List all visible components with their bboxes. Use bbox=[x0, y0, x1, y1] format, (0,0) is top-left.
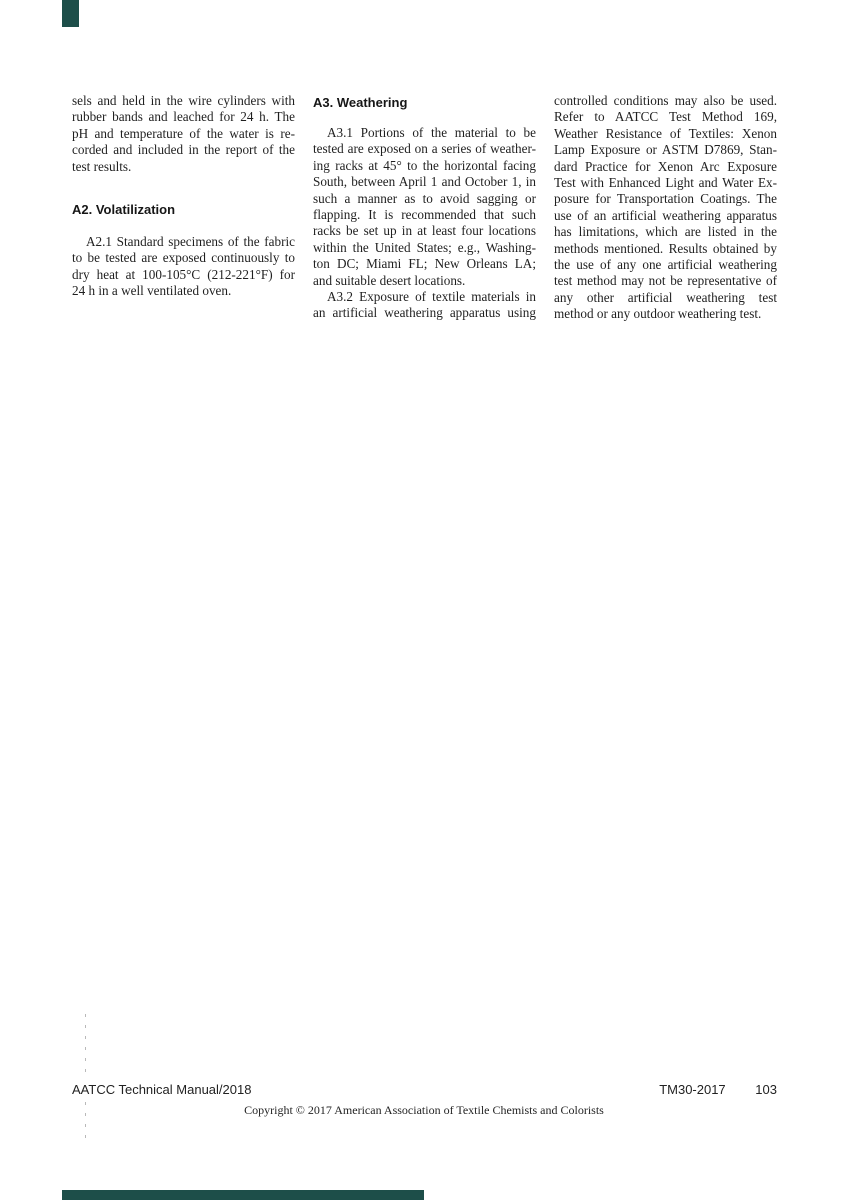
text-line: ing racks at 45° to the horizontal facing bbox=[313, 157, 536, 173]
text-line: controlled conditions may also be used. bbox=[554, 93, 777, 108]
footer-page-number: 103 bbox=[755, 1082, 777, 1097]
fold-dash-line-upper bbox=[85, 1014, 86, 1080]
text-line: pH and temperature of the water is re- bbox=[72, 125, 295, 141]
text-line: A2.1 Standard specimens of the fabric bbox=[86, 234, 295, 250]
text-line: has limitations, which are listed in the bbox=[554, 224, 777, 240]
text-line: Test with Enhanced Light and Water Ex- bbox=[554, 175, 777, 191]
text-line: ton DC; Miami FL; New Orleans LA; bbox=[313, 256, 536, 272]
footer-right-group bbox=[659, 1082, 777, 1097]
text-line: Weather Resistance of Textiles: Xenon bbox=[554, 125, 777, 141]
text-line: to be tested are exposed continuously to bbox=[72, 250, 295, 266]
column-middle bbox=[313, 93, 536, 323]
text-line: flapping. It is recommended that such bbox=[313, 207, 536, 223]
text-line: corded and included in the report of the bbox=[72, 142, 295, 158]
text-line: 24 h in a well ventilated oven. bbox=[72, 283, 232, 299]
text-line: rubber bands and leached for 24 h. The bbox=[72, 109, 295, 125]
text-line: within the United States; e.g., Washing- bbox=[313, 239, 536, 255]
text-line: use of an artificial weathering apparatus bbox=[554, 207, 777, 223]
text-line: tested are exposed on a series of weather- bbox=[313, 141, 536, 157]
paragraph bbox=[313, 125, 536, 289]
text-line: the use of any one artificial weathering bbox=[554, 257, 777, 273]
text-line: posure for Transportation Coatings. The bbox=[554, 191, 777, 207]
text-line: A3.1 Portions of the material to be bbox=[327, 125, 536, 140]
text-line: and suitable desert locations. bbox=[313, 272, 466, 288]
copyright-line: Copyright © 2017 American Association of Textile Chemists and Colorists bbox=[244, 1103, 604, 1117]
column-left bbox=[72, 93, 295, 323]
footer-manual-title: AATCC Technical Manual/2018 bbox=[72, 1082, 252, 1097]
text-line: an artificial weathering apparatus using bbox=[313, 305, 536, 321]
text-line: such a manner as to avoid sagging or bbox=[313, 190, 536, 206]
footer-method-number: TM30-2017 bbox=[659, 1082, 726, 1097]
text-line: test method may not be representative of bbox=[554, 273, 777, 289]
text-line: South, between April 1 and October 1, in bbox=[313, 174, 536, 190]
bottom-accent-bar bbox=[62, 1190, 424, 1200]
text-line: dry heat at 100-105°C (212-221°F) for bbox=[72, 266, 295, 282]
registration-mark-top bbox=[62, 0, 79, 27]
section-heading: A3. Weathering bbox=[313, 95, 408, 110]
paragraph bbox=[554, 93, 777, 323]
paragraph bbox=[313, 289, 536, 322]
footer bbox=[72, 1082, 777, 1097]
text-line: dard Practice for Xenon Arc Exposure bbox=[554, 158, 777, 174]
text-line: sels and held in the wire cylinders with bbox=[72, 93, 295, 108]
page-content bbox=[72, 93, 777, 323]
text-line: any other artificial weathering test bbox=[554, 289, 777, 305]
text-line: method or any outdoor weathering test. bbox=[554, 306, 762, 322]
paragraph bbox=[72, 234, 295, 300]
text-line: A3.2 Exposure of textile materials in bbox=[327, 289, 536, 305]
section-heading: A2. Volatilization bbox=[72, 202, 176, 218]
text-line: methods mentioned. Results obtained by bbox=[554, 240, 777, 256]
column-right bbox=[554, 93, 777, 323]
text-line: Lamp Exposure or ASTM D7869, Stan- bbox=[554, 142, 777, 158]
text-line: test results. bbox=[72, 158, 132, 174]
paragraph bbox=[72, 93, 295, 175]
text-line: racks be set up in at least four locations bbox=[313, 223, 536, 239]
text-line: Refer to AATCC Test Method 169, bbox=[554, 109, 777, 125]
